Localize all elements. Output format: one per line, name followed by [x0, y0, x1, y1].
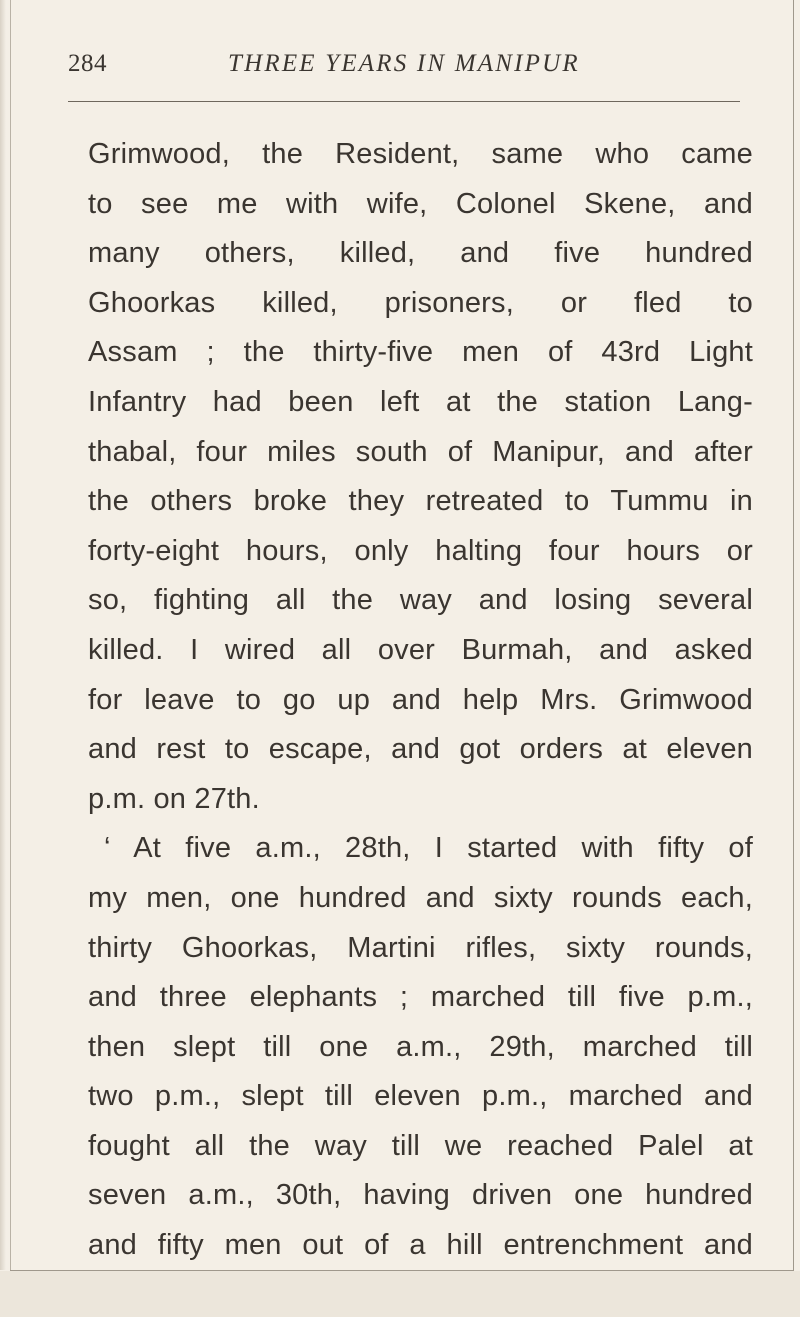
scan-edge-shadow: [0, 0, 6, 1270]
running-head: THREE YEARS IN MANIPUR: [228, 50, 580, 77]
page-header: [68, 50, 740, 86]
text-line: and rest to escape, and got orders at eleven: [88, 733, 753, 766]
text-line: Grimwood, the Resident, same who came: [88, 138, 753, 170]
text-line: many others, killed, and five hundred: [88, 237, 753, 270]
text-line: killed. I wired all over Burmah, and asked: [88, 633, 753, 666]
text-line: ‘ At five a.m., 28th, I started with fifty of: [104, 832, 753, 865]
text-line: and fifty men out of a hill entrenchment and: [88, 1229, 753, 1262]
text-line: Ghoorkas killed, prisoners, or fled to: [88, 286, 753, 319]
text-line: then slept till one a.m., 29th, marched till: [88, 1030, 753, 1063]
text-line: two p.m., slept till eleven p.m., marched and: [88, 1080, 753, 1113]
scan-border-left: [10, 0, 11, 1270]
text-line: and three elephants ; marched till five p.m.,: [88, 981, 753, 1014]
scan-background: [0, 1271, 800, 1317]
text-line: so, fighting all the way and losing several: [88, 584, 753, 617]
text-line: Assam ; the thirty-five men of 43rd Light: [88, 336, 753, 369]
text-line: for leave to go up and help Mrs. Grimwood: [88, 683, 753, 716]
text-line: p.m. on 27th.: [88, 782, 260, 815]
scan-border-right: [793, 0, 794, 1275]
text-line: the others broke they retreated to Tummu in: [88, 485, 753, 518]
text-line: fought all the way till we reached Palel at: [88, 1129, 753, 1162]
page-number: 284: [68, 50, 107, 77]
text-line: thirty Ghoorkas, Martini rifles, sixty rounds,: [88, 931, 753, 964]
text-line: to see me with wife, Colonel Skene, and: [88, 187, 753, 220]
text-line: forty-eight hours, only halting four hours or: [88, 534, 753, 567]
body-text: [88, 130, 753, 1271]
text-line: thabal, four miles south of Manipur, and after: [88, 435, 753, 468]
text-line: Infantry had been left at the station Lang-: [88, 385, 753, 418]
text-line: seven a.m., 30th, having driven one hundred: [88, 1179, 753, 1212]
header-rule: [68, 101, 740, 102]
text-line: my men, one hundred and sixty rounds each,: [88, 881, 753, 914]
